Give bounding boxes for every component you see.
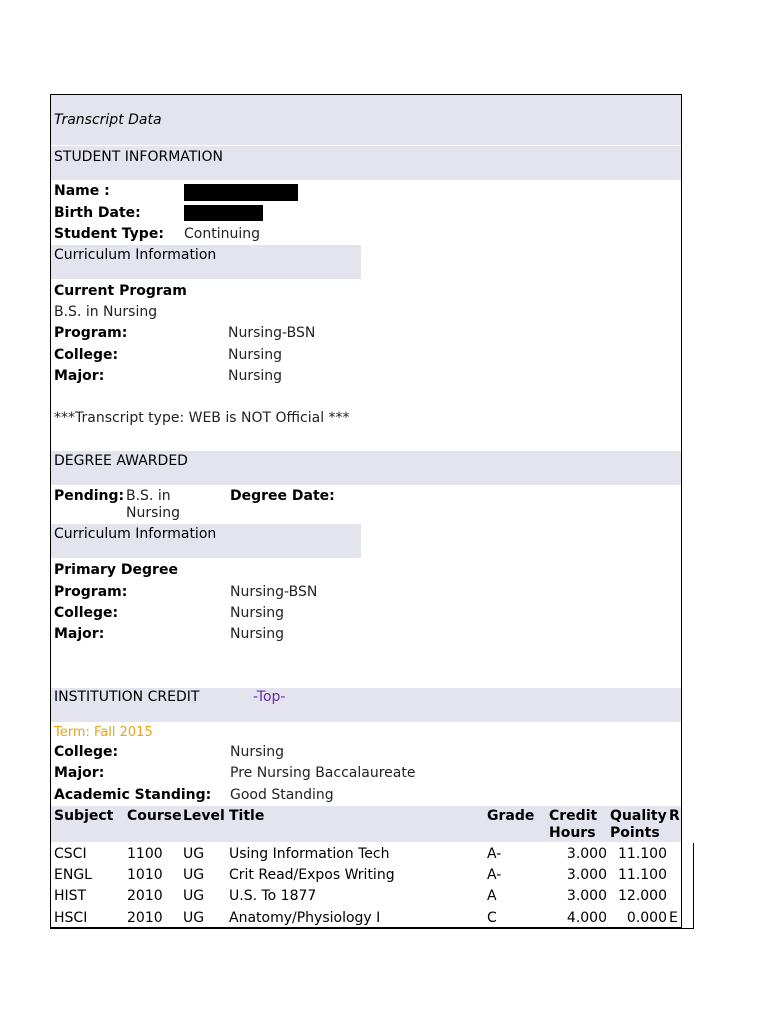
cell-course: 2010 bbox=[127, 888, 163, 904]
college-label-2: College: bbox=[54, 605, 119, 621]
degree-heading: DEGREE AWARDED bbox=[54, 453, 188, 469]
cell-level: UG bbox=[183, 867, 205, 883]
page-title: Transcript Data bbox=[54, 112, 162, 128]
cell-title: Using Information Tech bbox=[229, 846, 390, 862]
major-label-1: Major: bbox=[54, 368, 105, 384]
major-value-1: Nursing bbox=[228, 368, 283, 384]
cell-grade: A- bbox=[487, 867, 502, 883]
cell-credit: 3.000 bbox=[566, 846, 607, 862]
major-value-2: Nursing bbox=[230, 626, 285, 642]
cell-title: Crit Read/Expos Writing bbox=[229, 867, 395, 883]
cell-credit: 4.000 bbox=[566, 910, 607, 926]
program-value-1: Nursing-BSN bbox=[228, 325, 316, 341]
college-value-1: Nursing bbox=[228, 347, 283, 363]
cell-r: E bbox=[669, 910, 678, 926]
student-type-label: Student Type: bbox=[54, 226, 164, 242]
col-quality-points-1: Quality bbox=[610, 808, 667, 824]
program-label-1: Program: bbox=[54, 325, 128, 341]
col-subject: Subject bbox=[54, 808, 114, 824]
cell-course: 1100 bbox=[127, 846, 163, 862]
cell-credit: 3.000 bbox=[566, 888, 607, 904]
primary-degree-label: Primary Degree bbox=[54, 562, 178, 578]
transcript-type-note: ***Transcript type: WEB is NOT Official *** bbox=[54, 410, 350, 426]
col-title: Title bbox=[229, 808, 265, 824]
birth-date-label: Birth Date: bbox=[54, 205, 141, 221]
courses-table-header bbox=[51, 806, 682, 842]
col-quality-points-2: Points bbox=[610, 825, 660, 841]
program-value-2: Nursing-BSN bbox=[230, 584, 318, 600]
college-value-3: Nursing bbox=[230, 744, 285, 760]
cell-quality: 11.100 bbox=[618, 867, 667, 883]
academic-standing-value: Good Standing bbox=[230, 787, 334, 803]
college-label-1: College: bbox=[54, 347, 119, 363]
program-label-2: Program: bbox=[54, 584, 128, 600]
table-body-border bbox=[50, 843, 694, 929]
pending-label: Pending: bbox=[54, 488, 125, 504]
birth-date-redaction bbox=[184, 205, 263, 221]
cell-credit: 3.000 bbox=[566, 867, 607, 883]
curriculum-heading-2: Curriculum Information bbox=[54, 526, 217, 542]
academic-standing-label: Academic Standing: bbox=[54, 787, 212, 803]
cell-title: Anatomy/Physiology I bbox=[229, 910, 381, 926]
pending-value-line2: Nursing bbox=[126, 505, 181, 521]
cell-grade: A- bbox=[487, 846, 502, 862]
cell-grade: A bbox=[487, 888, 497, 904]
term-label: Term: Fall 2015 bbox=[54, 725, 153, 740]
cell-grade: C bbox=[487, 910, 497, 926]
cell-quality: 0.000 bbox=[626, 910, 667, 926]
major-label-3: Major: bbox=[54, 765, 105, 781]
cell-title: U.S. To 1877 bbox=[229, 888, 317, 904]
institution-credit-heading: INSTITUTION CREDIT bbox=[54, 689, 200, 705]
major-label-2: Major: bbox=[54, 626, 105, 642]
cell-subject: HIST bbox=[54, 888, 87, 904]
degree-date-label: Degree Date: bbox=[230, 488, 335, 504]
cell-subject: CSCI bbox=[54, 846, 87, 862]
cell-quality: 11.100 bbox=[618, 846, 667, 862]
college-value-2: Nursing bbox=[230, 605, 285, 621]
name-redaction bbox=[184, 184, 298, 201]
pending-value-line1: B.S. in bbox=[126, 488, 171, 504]
student-type-value: Continuing bbox=[184, 226, 260, 242]
col-level: Level bbox=[183, 808, 225, 824]
transcript-frame bbox=[50, 94, 682, 928]
cell-level: UG bbox=[183, 846, 205, 862]
cell-quality: 12.000 bbox=[618, 888, 667, 904]
college-label-3: College: bbox=[54, 744, 119, 760]
name-label: Name : bbox=[54, 183, 110, 199]
top-link[interactable]: -Top- bbox=[253, 689, 286, 705]
curriculum-heading-1: Curriculum Information bbox=[54, 247, 217, 263]
cell-course: 1010 bbox=[127, 867, 163, 883]
cell-level: UG bbox=[183, 910, 205, 926]
current-program-name: B.S. in Nursing bbox=[54, 304, 158, 320]
current-program-label: Current Program bbox=[54, 283, 187, 299]
student-info-heading: STUDENT INFORMATION bbox=[54, 149, 223, 165]
col-credit-hours-1: Credit bbox=[549, 808, 598, 824]
col-course: Course bbox=[127, 808, 182, 824]
col-credit-hours-2: Hours bbox=[549, 825, 596, 841]
cell-subject: HSCI bbox=[54, 910, 88, 926]
cell-level: UG bbox=[183, 888, 205, 904]
major-value-3: Pre Nursing Baccalaureate bbox=[230, 765, 416, 781]
cell-subject: ENGL bbox=[54, 867, 92, 883]
col-grade: Grade bbox=[487, 808, 535, 824]
col-r: R bbox=[669, 808, 680, 824]
cell-course: 2010 bbox=[127, 910, 163, 926]
